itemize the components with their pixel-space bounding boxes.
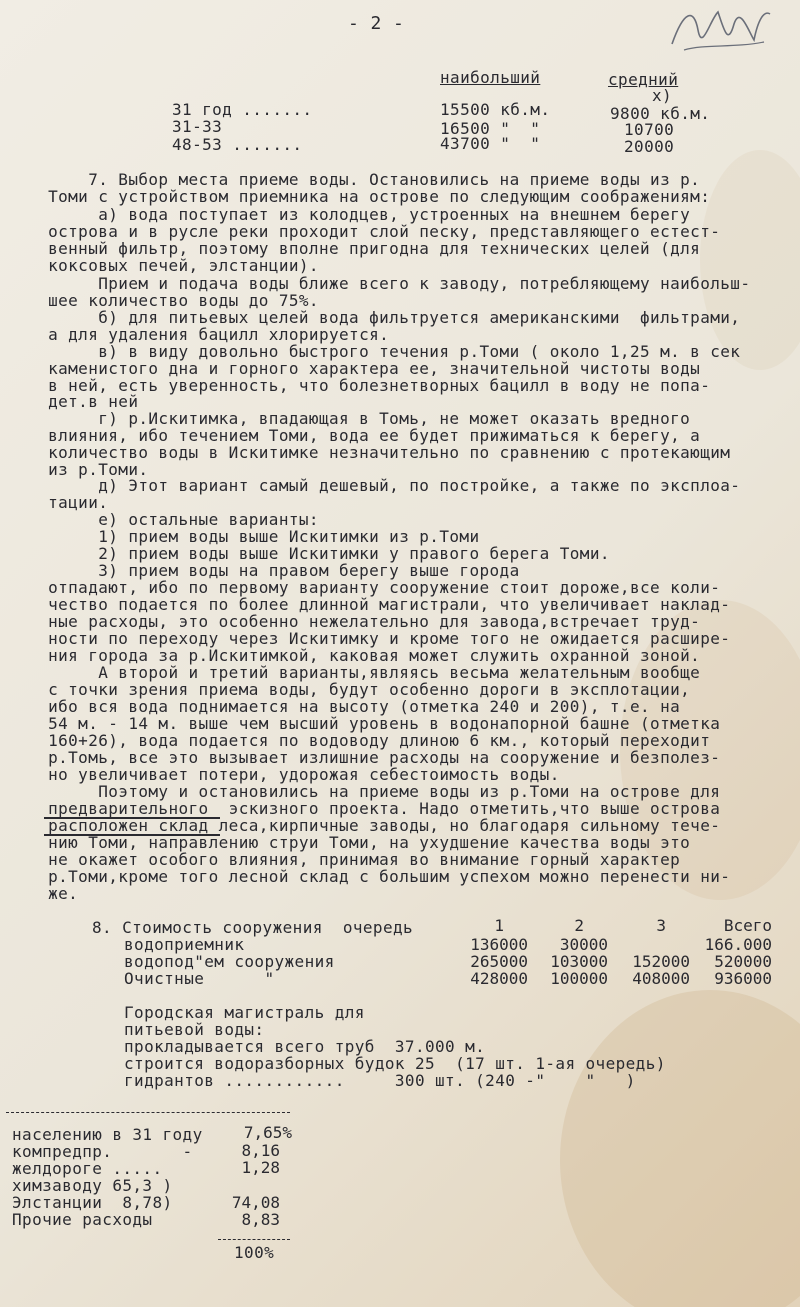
underline-mark	[44, 834, 220, 836]
text-line: но увеличивает потери, удорожая себестоимость воды.	[28, 765, 560, 784]
cost-row-c1: 136000	[470, 935, 528, 954]
cost-row-c2: 100000	[550, 969, 608, 988]
text-line: е) остальные варианты:	[28, 510, 319, 529]
text-line: влияния, ибо течением Томи, вода ее будет прижиматься к берегу, а	[28, 426, 701, 445]
queue-header-total: Всего	[723, 916, 772, 935]
footnote-label: Прочие расходы	[12, 1210, 153, 1229]
footnote-value: 7,65%	[243, 1123, 292, 1142]
footnote-value: 74,08	[231, 1193, 280, 1212]
text-line: Томи с устройством приемника на острове по следующим соображениям:	[28, 187, 711, 206]
text-line: чество подается по более длинной магистрали, что увеличивает наклад-	[28, 595, 731, 614]
table-row-period: 31-33	[172, 117, 223, 136]
text-line: г) р.Искитимка, впадающая в Томь, не может оказать вредного	[28, 409, 691, 428]
text-line: нию Томи, направлению струи Томи, на ухудшение качества воды это	[28, 833, 691, 852]
text-line: ния города за р.Искитимкой, каковая может служить охранной зоной.	[28, 646, 701, 665]
footnote-mark: x)	[652, 86, 673, 105]
text-line: из р.Томи.	[28, 460, 149, 479]
table-row-max: 16500 " "	[440, 119, 541, 138]
text-line: отпадают, ибо по первому варианту сооружение стоит дороже,все коли-	[28, 578, 721, 597]
text-line: б) для питьевых целей вода фильтруется американскими фильтрами,	[28, 308, 741, 327]
text-line: количество воды в Искитимке незначительно по сравнению с протекающим	[28, 443, 731, 462]
header-max: наибольший	[440, 68, 541, 87]
text-line: 3) прием воды на правом берегу выше города	[28, 561, 520, 580]
magistral-line: строится водоразборных будок 25 (17 шт. 1-ая очередь)	[124, 1054, 666, 1073]
text-line: а для удаления бацилл хлорируется.	[28, 325, 390, 344]
footnote-value: 8,16	[241, 1141, 280, 1160]
header-avg: средний	[608, 70, 679, 89]
page-number: - 2 -	[348, 13, 405, 34]
table-row-period: 48-53 .......	[172, 135, 303, 154]
queue-header-2: 2	[574, 916, 584, 935]
text-line: Поэтому и остановились на приеме воды из р.Томи на острове для	[28, 782, 721, 801]
footnote-label: химзаводу 65,3 )	[12, 1176, 173, 1195]
text-line: д) Этот вариант самый дешевый, по постройке, а также по эксплоа-	[28, 476, 741, 495]
cost-row-c1: 428000	[470, 969, 528, 988]
table-row-period: 31 год .......	[172, 100, 313, 119]
cost-row-label: Очистные "	[124, 969, 275, 988]
text-line: коксовых печей, элстанции).	[28, 256, 319, 275]
footnote-label: населению в 31 году	[12, 1125, 203, 1144]
signature-mark	[664, 0, 774, 60]
table-row-avg: 10700	[624, 120, 675, 139]
text-line: же.	[28, 884, 79, 903]
queue-header-3: 3	[656, 916, 666, 935]
magistral-line: питьевой воды:	[124, 1020, 265, 1039]
text-line: 160+26), вода подается по водоводу длиною 6 км., который переходит	[28, 731, 711, 750]
cost-row-total: 520000	[714, 952, 772, 971]
text-line: в) в виду довольно быстрого течения р.Томи ( около 1,25 м. в сек	[28, 342, 741, 361]
age-stain	[560, 990, 800, 1307]
footnote-label: Элстанции 8,78)	[12, 1193, 173, 1212]
text-line: венный фильтр, поэтому вполне пригодна для технических целей (для	[28, 239, 701, 258]
underline-mark	[44, 817, 220, 819]
cost-row-label: водопод"ем сооружения	[124, 952, 335, 971]
text-line: шее количество воды до 75%.	[28, 291, 319, 310]
age-stain	[700, 150, 800, 370]
text-line: острова и в русле реки проходит слой песку, представляющего естест-	[28, 222, 721, 241]
text-line: с точки зрения приема воды, будут особенно дороги в эксплотации,	[28, 680, 691, 699]
table-row-max: 15500 кб.м.	[440, 100, 551, 119]
footnote-label: желдороге .....	[12, 1159, 163, 1178]
total-separator	[218, 1239, 290, 1240]
text-line: предварительного эскизного проекта. Надо отметить,что выше острова	[28, 799, 721, 818]
footnote-total: 100%	[234, 1243, 275, 1262]
text-line: 1) прием воды выше Искитимки из р.Томи	[28, 527, 480, 546]
text-line: р.Томь, все это вызывает излишние расходы на сооружение и безполез-	[28, 748, 721, 767]
footnote-separator	[6, 1112, 290, 1113]
text-line: тации.	[28, 493, 109, 512]
cost-row-label: водоприемник	[124, 935, 245, 954]
section8-title: 8. Стоимость сооружения очередь	[92, 918, 414, 937]
text-line: дет.в ней	[28, 392, 139, 411]
cost-row-total: 166.000	[704, 935, 772, 954]
text-line: ибо вся вода поднимается на высоту (отметка 240 и 200), т.е. на	[28, 697, 681, 716]
text-line: 2) прием воды выше Искитимки у правого берега Томи.	[28, 544, 610, 563]
table-row-avg: 9800 кб.м.	[610, 104, 711, 123]
text-line: расположен склад леса,кирпичные заводы, но благодаря сильному тече-	[28, 816, 721, 835]
text-line: ные расходы, это особенно нежелательно для завода,встречает труд-	[28, 612, 701, 631]
cost-row-c1: 265000	[470, 952, 528, 971]
text-line: р.Томи,кроме того лесной склад с большим успехом можно перенести ни-	[28, 867, 731, 886]
text-line: а) вода поступает из колодцев, устроенных на внешнем берегу	[28, 205, 691, 224]
table-row-max: 43700 " "	[440, 134, 541, 153]
table-row-avg: 20000	[624, 137, 675, 156]
cost-row-c3: 408000	[632, 969, 690, 988]
cost-row-total: 936000	[714, 969, 772, 988]
text-line: ности по переходу через Искитимку и кроме того не ожидается расшире-	[28, 629, 731, 648]
text-line: 54 м. - 14 м. выше чем высший уровень в водонапорной башне (отметка	[28, 714, 721, 733]
footnote-value: 8,83	[241, 1210, 280, 1229]
text-line: Прием и подача воды ближе всего к заводу, потребляющему наибольш-	[28, 274, 751, 293]
cost-row-c3: 152000	[632, 952, 690, 971]
queue-header-1: 1	[494, 916, 504, 935]
magistral-line: Городская магистраль для	[124, 1003, 365, 1022]
footnote-label: компредпр. -	[12, 1142, 193, 1161]
text-line: каменистого дна и горного характера ее, значительной чистоты воды	[28, 359, 701, 378]
text-line: не окажет особого влияния, принимая во внимание горный характер	[28, 850, 681, 869]
cost-row-c2: 30000	[559, 935, 608, 954]
text-line: А второй и третий варианты,являясь весьма желательным вообще	[28, 663, 701, 682]
text-line: в ней, есть уверенность, что болезнетворных бацилл в воду не попа-	[28, 376, 711, 395]
text-line: 7. Выбор места приеме воды. Остановились на приеме воды из р.	[28, 170, 701, 189]
magistral-line: прокладывается всего труб 37.000 м.	[124, 1037, 486, 1056]
footnote-value: 1,28	[241, 1158, 280, 1177]
cost-row-c2: 103000	[550, 952, 608, 971]
magistral-line: гидрантов ............ 300 шт. (240 -" " )	[124, 1071, 636, 1090]
